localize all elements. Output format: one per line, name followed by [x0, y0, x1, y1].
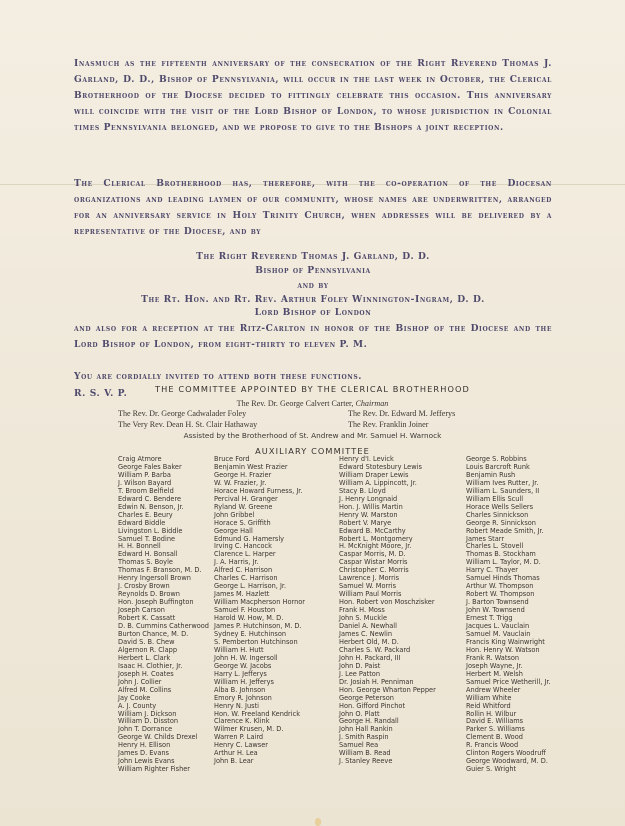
committee-member-name: Henry W. Marston — [339, 510, 398, 519]
committee-member-name: Reynolds D. Brown — [118, 590, 180, 599]
committee-member-name: Charles L. Stovell — [466, 542, 524, 551]
committee-member-name: Craig Atmore — [118, 455, 162, 463]
committee-member-name: Louis Barcroft Runk — [466, 462, 530, 471]
committee-member-name: Robert W. Thompson — [466, 590, 535, 599]
committee-member-name: William J. Dickson — [118, 709, 177, 718]
bishop-garland-name: The Right Reverend Thomas J. Garland, D. D. — [196, 251, 430, 262]
committee-member-name: John Lewis Evans — [118, 757, 175, 766]
committee-member-name: Joseph Carson — [118, 606, 165, 615]
committee-member-name: A. J. County — [118, 701, 157, 710]
chairman-name: The Rev. Dr. George Calvert Carter, — [236, 399, 354, 408]
committee-member-name: George L. Harrison, Jr. — [214, 582, 287, 591]
committee-member-name: J. Henry Longnaid — [339, 494, 398, 503]
committee-member-name: Samuel Rea — [339, 741, 379, 750]
committee-member-name: Henry H. Ellison — [118, 741, 171, 750]
committee-member-name: Hon. Robert von Moschzisker — [339, 598, 435, 607]
committee-member-name: Robert K. Cassatt — [118, 614, 176, 623]
committee-member-name: William L. Taylor, M. D. — [466, 558, 541, 567]
committee-member-name: Thomas B. Stockham — [466, 550, 536, 559]
committee-member-name: Lawrence J. Morris — [339, 574, 400, 583]
committee-member-name: Ryland W. Greene — [214, 502, 273, 511]
committee-member: The Rev. Dr. George Cadwalader Foley — [118, 409, 247, 418]
committee-member-name: Harry C. Thayer — [466, 566, 519, 575]
committee-member-name: Harold W. How, M. D. — [214, 614, 284, 623]
committee-member-name: John W. Townsend — [466, 606, 525, 615]
committee-member-name: Edward Biddle — [118, 518, 166, 527]
committee-member-name: Samuel Hinds Thomas — [466, 574, 540, 583]
committee-member-name: George Hall — [214, 526, 253, 535]
committee-member-name: Samuel F. Houston — [214, 606, 276, 615]
committee-member: The Rev. Franklin Joiner — [348, 420, 429, 429]
committee-member-name: Hon. Joseph Buffington — [118, 598, 194, 607]
committee-member-name: Christopher C. Morris — [339, 566, 409, 575]
committee-member-name: George S. Robbins — [466, 455, 527, 463]
committee-member-name: William Paul Morris — [339, 590, 402, 599]
committee-member: The Rev. Dr. Edward M. Jefferys — [348, 409, 456, 418]
committee-member-name: John Gribbel — [214, 510, 255, 519]
bishop-london-title: Lord Bishop of London — [254, 307, 372, 318]
committee-member-name: James C. Newlin — [339, 629, 393, 638]
committee-member-name: Frank R. Watson — [466, 653, 520, 662]
committee-member-name: Percival H. Granger — [214, 494, 278, 503]
committee-member-name: Jay Cooke — [118, 693, 151, 702]
committee-member-name: George Peterson — [339, 693, 394, 702]
committee-member-name: Alba B. Johnson — [214, 685, 266, 694]
committee-member-name: William H. Hutt — [214, 645, 264, 654]
committee-member-name: John H. Packard, III — [339, 653, 401, 662]
committee-member-name: Wilmer Krusen, M. D. — [214, 725, 284, 734]
committee-member-name: John S. Muckle — [339, 614, 388, 623]
committee-member-name: William A. Lippincott, Jr. — [339, 478, 417, 487]
committee-member-name: Henry d'I. Levick — [339, 455, 394, 463]
committee-member-name: Horace S. Griffith — [214, 518, 271, 527]
auxiliary-column-3 — [339, 456, 436, 766]
committee-member-name: Herbert L. Clark — [118, 653, 171, 662]
committee-member-name: William Ives Rutter, Jr. — [466, 478, 539, 487]
committee-member-name: James M. Hazlett — [214, 590, 270, 599]
committee-member-name: Jacques L. Vauclain — [466, 622, 530, 631]
committee-member-name: Henry N. Justi — [214, 701, 260, 710]
committee-member-name: Algernon R. Clapp — [118, 645, 178, 654]
committee-member-name: Guier S. Wright — [466, 765, 517, 774]
committee-member-name: James P. Hutchinson, M. D. — [214, 622, 302, 631]
committee-member-name: Bruce Ford — [214, 455, 250, 463]
committee-member-name: Andrew Wheeler — [466, 685, 521, 694]
auxiliary-committee-heading: AUXILIARY COMMITTEE — [255, 446, 370, 456]
committee-member-name: Joseph Wayne, Jr. — [466, 661, 523, 670]
committee-member-name: R. Francis Wood — [466, 741, 519, 750]
committee-member-name: Thomas F. Branson, M. D. — [118, 566, 202, 575]
committee-member-name: Clarence K. Klink — [214, 717, 270, 726]
committee-member-name: Samuel T. Bodine — [118, 534, 176, 543]
committee-member-name: Stacy B. Lloyd — [339, 486, 386, 495]
committee-member-name: Frank H. Moss — [339, 606, 385, 615]
committee-member-name: T. Broom Belfield — [118, 486, 174, 495]
committee-member-name: William H. Jefferys — [214, 677, 274, 686]
committee-member-name: Benjamin Rush — [466, 470, 516, 479]
committee-member-name: H. H. Bonnell — [118, 542, 161, 551]
committee-member-name: J. Smith Raspin — [339, 733, 389, 742]
committee-member-name: William Ellis Scull — [466, 494, 524, 503]
committee-member-name: Alfred M. Collins — [118, 685, 172, 694]
assisted-by-text: Assisted by the Brotherhood of St. Andrew and Mr. Samuel H. Warnock — [183, 431, 442, 440]
invitation-text: You are cordially invited to attend both these functions. — [74, 371, 363, 382]
bishop-london-name: The Rt. Hon. and Rt. Rev. Arthur Foley Winnington-Ingram, D. D. — [141, 294, 485, 305]
committee-member-name: William White — [466, 693, 512, 702]
committee-member-name: Edward B. McCarthy — [339, 526, 406, 535]
committee-member-name: Horace Howard Furness, Jr. — [214, 486, 303, 495]
committee-member-name: Arthur H. Lea — [214, 749, 258, 758]
committee-member-name: Joseph H. Coates — [118, 669, 174, 678]
committee-member-name: William Draper Lewis — [339, 470, 409, 479]
committee-member-name: Charles E. Beury — [118, 510, 173, 519]
chairman-role: Chairman — [355, 399, 389, 408]
committee-member-name: J. Lee Patton — [339, 669, 381, 678]
committee-member-name: Henry Ingersoll Brown — [118, 574, 191, 583]
intro-paragraph-3: and also for a reception at the Ritz-Carlton in honor of the Bishop of the Diocese and the Lord Bishop of London, from eight-thirty to eleven P. M. — [74, 323, 552, 350]
committee-member-name: Robert V. Marye — [339, 518, 392, 527]
committee-member-name: Edwin N. Benson, Jr. — [118, 502, 184, 511]
committee-member-name: John J. Collier — [118, 677, 162, 686]
committee-member-name: Robert L. Montgomery — [339, 534, 413, 543]
committee-member-name: William Macpherson Hornor — [214, 598, 306, 607]
committee-member-name: Sydney E. Hutchinson — [214, 629, 287, 638]
committee-member: The Very Rev. Dean H. St. Clair Hathaway — [118, 420, 258, 429]
committee-member-name: H. McKnight Moore, Jr. — [339, 542, 412, 551]
committee-member-name: George W. Childs Drexel — [118, 733, 198, 742]
committee-member-name: Herbert Old, M. D. — [339, 637, 399, 646]
auxiliary-column-1 — [118, 456, 209, 774]
committee-member-name: Arthur W. Thompson — [466, 582, 534, 591]
bishop-garland-title: Bishop of Pennsylvania — [255, 265, 371, 276]
committee-chairman — [0, 399, 625, 408]
committee-member-name: James D. Evans — [118, 749, 169, 758]
committee-member-name: Parker S. Williams — [466, 725, 525, 734]
committee-member-name: Robert Meade Smith, Jr. — [466, 526, 544, 535]
committee-member-name: John H. W. Ingersoll — [214, 653, 278, 662]
committee-member-name: David S. B. Chew — [118, 637, 175, 646]
committee-member-name: Irving C. Hancock — [214, 542, 272, 551]
committee-member-name: Edward C. Bendere — [118, 494, 182, 503]
committee-member-name: William B. Read — [339, 749, 391, 758]
committee-member-name: Benjamin West Frazier — [214, 462, 288, 471]
committee-member-name: James Starr — [466, 534, 505, 543]
committee-member-name: Samuel W. Morris — [339, 582, 397, 591]
committee-member-name: George W. Jacobs — [214, 661, 272, 670]
committee-member-name: John O. Platt — [339, 709, 380, 718]
committee-member-name: John B. Lear — [214, 757, 254, 766]
committee-member-name: Hon. W. Freeland Kendrick — [214, 709, 301, 718]
intro-paragraph-2: The Clerical Brotherhood has, therefore, with the co-operation of the Diocesan organizations and leading laymen of our community, whose names are underwritten, arranged for an anniversary service in Holy Trinity Church, when addresses will be delivered by a representative of the Diocese, and by — [74, 178, 552, 237]
committee-member-name: Thomas S. Boyle — [118, 558, 173, 567]
committee-member-name: Edward Stotesbury Lewis — [339, 462, 422, 471]
committee-member-name: Horace Wells Sellers — [466, 502, 534, 511]
rsvp-text: R. S. V. P. — [74, 388, 128, 399]
committee-member-name: Edward H. Bonsall — [118, 550, 178, 559]
committee-member-name: Hon. Henry W. Watson — [466, 645, 540, 654]
committee-member-name: George H. Frazier — [214, 470, 272, 479]
auxiliary-column-2 — [214, 456, 305, 766]
committee-member-name: Reid Whitford — [466, 701, 511, 710]
committee-member-name: Emory R. Johnson — [214, 693, 272, 702]
committee-member-name: Dr. Josiah H. Penniman — [339, 677, 414, 686]
committee-member-name: Charles Sinnickson — [466, 510, 529, 519]
committee-member-name: Isaac H. Clothier, Jr. — [118, 661, 183, 670]
committee-member-name: J. Wilson Bayard — [118, 478, 172, 487]
committee-member-name: Samuel Price Wetherill, Jr. — [466, 677, 551, 686]
committee-member-name: George H. Randall — [339, 717, 399, 726]
committee-member-name: Ernest T. Trigg — [466, 614, 513, 623]
committee-member-name: Charles S. W. Packard — [339, 645, 411, 654]
committee-member-name: Hon. Gifford Pinchot — [339, 701, 406, 710]
committee-member-name: J. Stanley Reeve — [339, 757, 393, 766]
committee-member-name: Daniel A. Newhall — [339, 622, 397, 631]
and-by-text: and by — [297, 280, 329, 291]
committee-member-name: J. A. Harris, Jr. — [214, 558, 259, 567]
committee-member-name: George Woodward, M. D. — [466, 757, 548, 766]
committee-member-name: W. W. Frazier, Jr. — [214, 478, 267, 487]
committee-member-name: J. Barton Townsend — [466, 598, 529, 607]
committee-member-name: Burton Chance, M. D. — [118, 629, 189, 638]
committee-member-name: Rollin H. Wilbur — [466, 709, 517, 718]
committee-member-name: Alfred C. Harrison — [214, 566, 273, 575]
intro-paragraph-1: Inasmuch as the fifteenth anniversary of the consecration of the Right Reverend Thomas J. Garland, D. D., Bishop of Pennsylvania, will occur in the last week in October, the Clerical Brotherhood of the Diocese decided to fittingly celebrate this occasion. This anniversary will coincide with the visit of the Lord Bishop of London, to whose jurisdiction in Colonial times Pennsylvania belonged, and we propose to give to the Bishops a joint reception. — [74, 58, 552, 133]
committee-member-name: William D. Disston — [118, 717, 179, 726]
committee-member-name: Clarence L. Harper — [214, 550, 276, 559]
committee-member-name: Livingston L. Biddle — [118, 526, 183, 535]
committee-member-name: J. Crosby Brown — [118, 582, 170, 591]
committee-member-name: Caspar Morris, M. D. — [339, 550, 406, 559]
auxiliary-column-4 — [466, 456, 551, 774]
committee-member-name: Samuel M. Vauclain — [466, 629, 531, 638]
committee-member-name: John Hall Rankin — [339, 725, 393, 734]
committee-member-name: Francis King Wainwright — [466, 637, 545, 646]
committee-member-name: George R. Sinnickson — [466, 518, 536, 527]
committee-member-name: Henry C. Lawser — [214, 741, 269, 750]
committee-member-name: S. Pemberton Hutchinson — [214, 637, 298, 646]
committee-member-name: Warren P. Laird — [214, 733, 264, 742]
committee-member-name: John T. Dorrance — [118, 725, 173, 734]
committee-member-name: Hon. J. Willis Martin — [339, 502, 403, 511]
committee-member-name: Caspar Wistar Morris — [339, 558, 408, 567]
committee-member-name: David E. Williams — [466, 717, 524, 726]
committee-member-name: John D. Paist — [339, 661, 381, 670]
committee-member-name: Edmund G. Hamersly — [214, 534, 285, 543]
committee-member-name: William P. Barba — [118, 470, 171, 479]
committee-heading: THE COMMITTEE APPOINTED BY THE CLERICAL BROTHERHOOD — [155, 384, 470, 394]
committee-member-name: Clement B. Wood — [466, 733, 523, 742]
committee-member-name: Charles C. Harrison — [214, 574, 278, 583]
committee-member-name: George Fales Baker — [118, 462, 182, 471]
committee-member-name: Hon. George Wharton Pepper — [339, 685, 436, 694]
committee-member-name: D. B. Cummins Catherwood — [118, 622, 209, 631]
committee-member-name: Clinton Rogers Woodruff — [466, 749, 546, 758]
paper-stain — [315, 818, 321, 826]
committee-member-name: William L. Saunders, II — [466, 486, 540, 495]
committee-member-name: William Righter Fisher — [118, 765, 191, 774]
committee-member-name: Harry L. Jefferys — [214, 669, 267, 678]
committee-member-name: Herbert M. Welsh — [466, 669, 523, 678]
